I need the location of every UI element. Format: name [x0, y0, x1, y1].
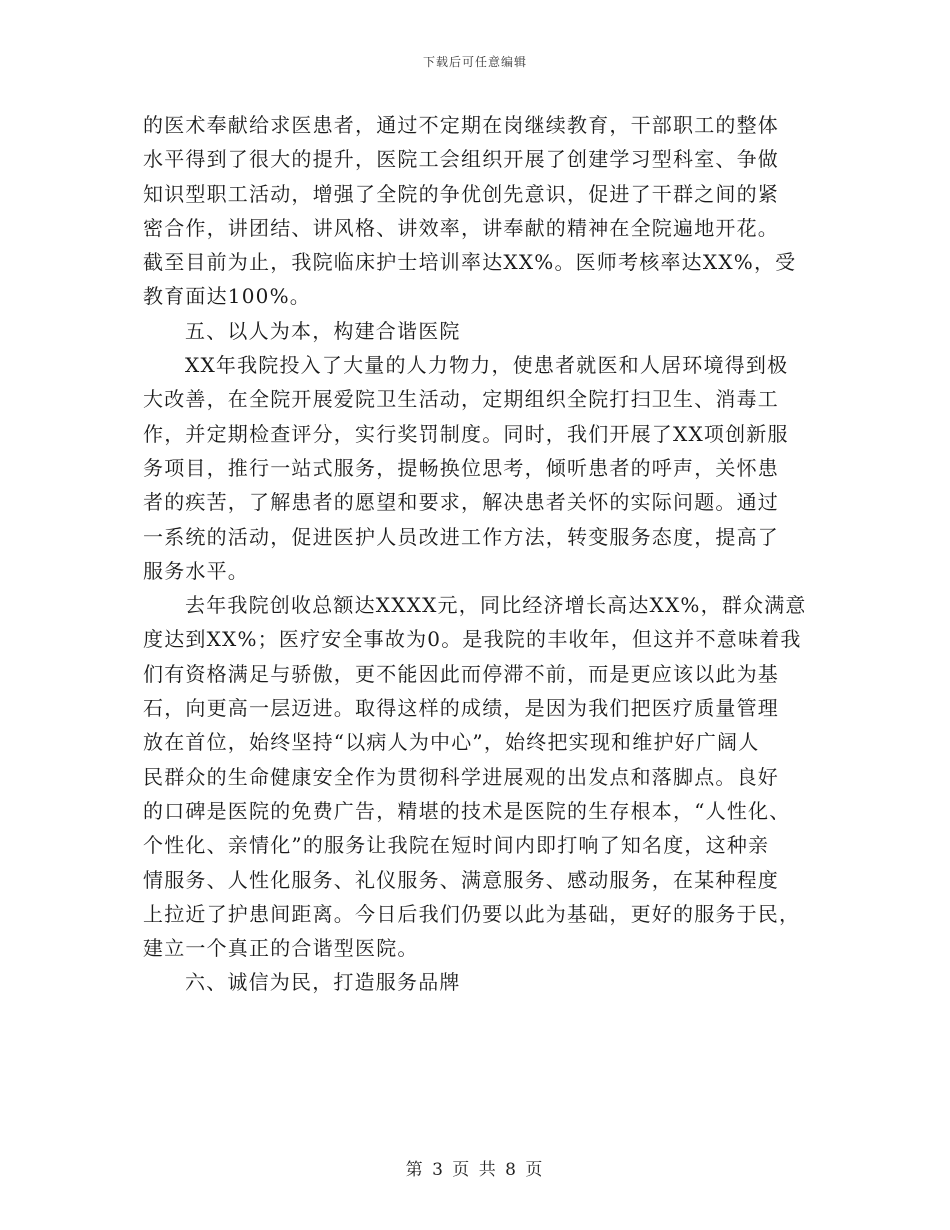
page-number: 第 3 页 共 8 页 [405, 1160, 545, 1180]
text-line: 截至目前为止，我院临床护士培训率达XX%。医师考核率达XX%，受 [143, 250, 797, 275]
text-line: 建立一个真正的合谐型医院。 [143, 936, 419, 961]
text-line: XX年我院投入了大量的人力物力，使患者就医和人居环境得到极 [185, 353, 789, 378]
text-line: 的医术奉献给求医患者，通过不定期在岗继续教育，干部职工的整体 [143, 113, 779, 137]
text-line: 去年我院创收总额达XXXX元，同比经济增长高达XX%，群众满意 [185, 593, 807, 618]
text-line: 上拉近了护患间距离。今日后我们仍要以此为基础，更好的服务于民， [143, 901, 801, 926]
text-line: 大改善，在全院开展爱院卫生活动，定期组织全院打扫卫生、消毒工 [143, 387, 779, 412]
text-line: 们有资格满足与骄傲，更不能因此而停滞不前，而是更应该以此为基 [143, 661, 779, 686]
text-line: 情服务、人性化服务、礼仪服务、满意服务、感动服务，在某种程度 [143, 867, 779, 892]
section-heading: 五、以人为本，构建合谐医院 [185, 318, 461, 343]
text-line: 石，向更高一层迈进。取得这样的成绩，是因为我们把医疗质量管理 [143, 696, 779, 721]
text-line: 服务水平。 [143, 558, 249, 583]
text-line: 教育面达100%。 [143, 284, 311, 309]
text-line: 一系统的活动，促进医护人员改进工作方法，转变服务态度，提高了 [143, 524, 779, 549]
text-line: 的口碑是医院的免费广告，精堪的技术是医院的生存根本，“人性化、 [143, 798, 791, 823]
text-line: 密合作，讲团结、讲风格、讲效率，讲奉献的精神在全院遍地开花。 [143, 215, 779, 240]
section-heading: 六、诚信为民，打造服务品牌 [185, 970, 461, 995]
text-line: 个性化、亲情化”的服务让我院在短时间内即打响了知名度，这种亲 [143, 833, 770, 858]
document-body [143, 108, 808, 1000]
text-line: 度达到XX%；医疗安全事故为0。是我院的丰收年，但这并不意味着我 [143, 627, 802, 652]
text-line: 作，并定期检查评分，实行奖罚制度。同时，我们开展了XX项创新服 [143, 421, 789, 446]
text-line: 务项目，推行一站式服务，提畅换位思考，倾听患者的呼声，关怀患 [143, 455, 779, 480]
text-line: 放在首位，始终坚持“以病人为中心”，始终把实现和维护好广阔人 [143, 730, 760, 755]
text-line: 知识型职工活动，增强了全院的争优创先意识，促进了干群之间的紧 [143, 181, 779, 206]
text-line: 民群众的生命健康安全作为贯彻科学进展观的出发点和落脚点。良好 [143, 764, 779, 789]
text-line: 者的疾苦，了解患者的愿望和要求，解决患者关怀的实际问题。通过 [143, 490, 779, 515]
text-line: 水平得到了很大的提升，医院工会组织开展了创建学习型科室、争做 [143, 147, 779, 172]
page-header: 下载后可任意编辑 [422, 55, 527, 69]
